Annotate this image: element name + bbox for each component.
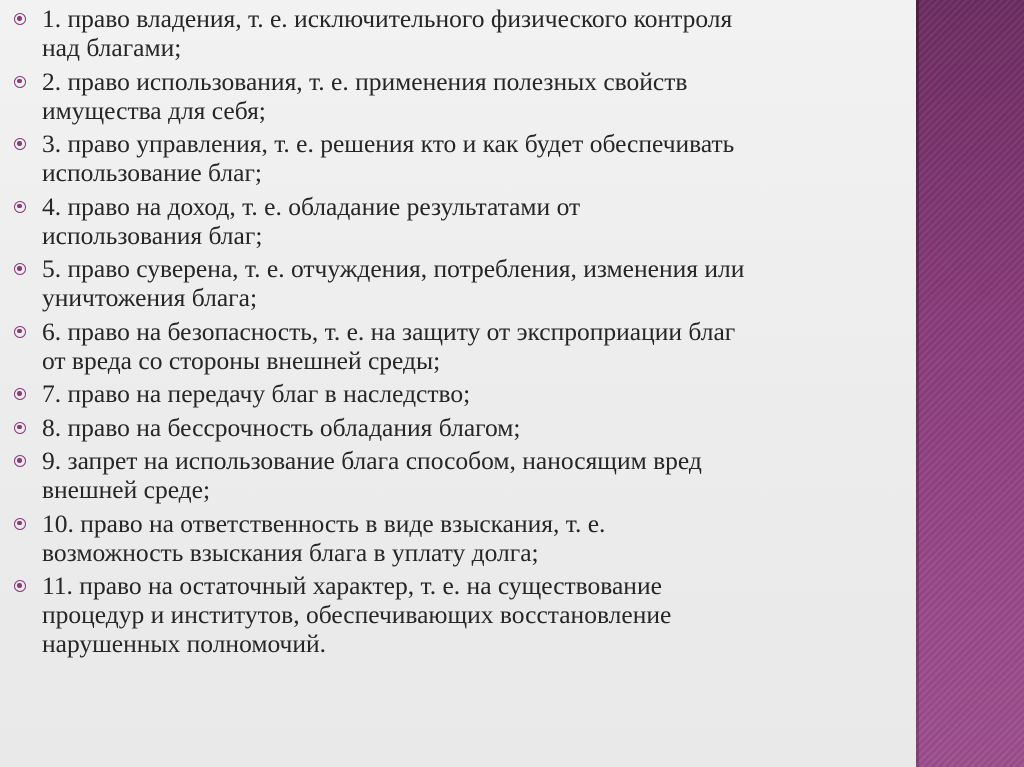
list-item: [14, 317, 906, 375]
circle-bullet-icon: [14, 455, 26, 467]
item-line: 6. право на безопасность, т. е. на защиту от экспроприации благ: [42, 316, 736, 346]
item-line: нарушенных полномочий.: [42, 629, 327, 658]
item-line: 10. право на ответственность в виде взыскания, т. е.: [42, 508, 606, 538]
circle-bullet-icon: [14, 518, 26, 530]
list-item: [14, 571, 906, 658]
item-line: 3. право управления, т. е. решения кто и как будет обеспечивать: [42, 129, 735, 158]
list-item: [14, 129, 906, 187]
list-item: [14, 379, 906, 408]
circle-bullet-icon: [14, 580, 26, 592]
circle-bullet-icon: [14, 388, 26, 400]
circle-bullet-icon: [14, 138, 26, 150]
item-line: процедур и институтов, обеспечивающих восстановление: [42, 600, 672, 629]
item-line: внешней среде;: [42, 475, 211, 504]
circle-bullet-icon: [14, 263, 26, 275]
list-item: [14, 4, 906, 62]
list-item: [14, 446, 906, 504]
circle-bullet-icon: [14, 201, 26, 213]
circle-bullet-icon: [14, 326, 26, 338]
item-line: имущества для себя;: [42, 95, 266, 125]
item-line: уничтожения блага;: [42, 283, 258, 312]
item-line: возможность взыскания блага в уплату долга;: [42, 537, 539, 567]
item-line: 1. право владения, т. е. исключительного физического контроля: [42, 4, 733, 33]
decorative-side-band: [916, 0, 1024, 767]
item-line: 8. право на бессрочность обладания благом;: [42, 412, 521, 442]
item-line: 7. право на передачу благ в наследство;: [42, 379, 471, 408]
item-line: 9. запрет на использование блага способом, наносящим вред: [42, 446, 702, 475]
item-line: 2. право использования, т. е. применения полезных свойств: [42, 66, 688, 96]
item-line: использования благ;: [42, 220, 263, 250]
list-item: [14, 192, 906, 250]
circle-bullet-icon: [14, 13, 26, 25]
item-line: 11. право на остаточный характер, т. е. на существование: [42, 571, 662, 600]
list-item: [14, 509, 906, 567]
list-item: [14, 413, 906, 442]
item-line: 5. право суверена, т. е. отчуждения, потребления, изменения или: [42, 254, 745, 283]
list-item: [14, 254, 906, 312]
circle-bullet-icon: [14, 76, 26, 88]
item-line: 4. право на доход, т. е. обладание результатами от: [42, 191, 581, 221]
rights-list: [14, 4, 906, 663]
item-line: над благами;: [42, 33, 182, 62]
circle-bullet-icon: [14, 422, 26, 434]
item-line: использование благ;: [42, 158, 262, 187]
list-item: [14, 67, 906, 125]
item-line: от вреда со стороны внешней среды;: [42, 345, 441, 375]
